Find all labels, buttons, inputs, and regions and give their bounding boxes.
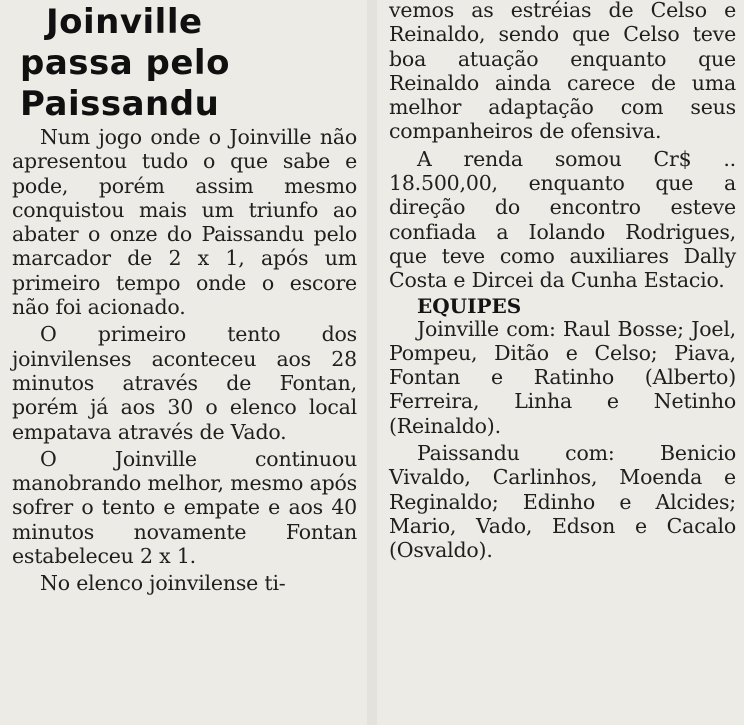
article-paragraph: Num jogo onde o Joinville não apresentou tudo o que sabe e pode, porém assim mesmo conquistou mais um triunfo ao abater o onze do Paissandu pelo marcador de 2 x 1, após um primeiro tempo onde o escore não foi acionado. — [12, 125, 357, 320]
section-title: EQUIPES — [417, 293, 522, 318]
team-lineup: Joinville com: Raul Bosse; Joel, Pompeu, Ditão e Celso; Piava, Fontan e Ratinho (Alberto) Ferreira, Linha e Netinho (Reinaldo). — [389, 316, 736, 438]
article-paragraph: A renda somou Cr$ .. 18.500,00, enquanto que a direção do encontro esteve confiada a Iolando Rodrigues, que teve como auxiliares Dally Costa e Dircei da Cunha Estacio. — [389, 146, 736, 293]
article-left-column — [0, 0, 367, 725]
article-paragraph: No elenco joinvilense ti- — [40, 571, 286, 596]
article-headline — [12, 0, 357, 125]
headline-line: Joinville — [46, 2, 203, 42]
article-right-column — [377, 0, 744, 725]
headline-line: Paissandu — [20, 84, 220, 124]
article-paragraph: O primeiro tento dos joinvilenses aconteceu aos 28 minutos através de Fontan, porém já aos 30 o elenco local empatava através de Vado. — [12, 322, 357, 444]
headline-line: passa pelo — [20, 43, 230, 83]
article-paragraph: O Joinville continuou manobrando melhor, mesmo após sofrer o tento e empate e aos 40 minutos novamente Fontan estabeleceu 2 x 1. — [12, 446, 357, 569]
team-lineup: Paissandu com: Benicio Vivaldo, Carlinhos, Moenda e Reginaldo; Edinho e Alcides; Mario, Vado, Edson e Cacalo (Osvaldo). — [389, 441, 736, 563]
article-paragraph: vemos as estréias de Celso e Reinaldo, sendo que Celso teve boa atuação enquanto que Reinaldo ainda carece de uma melhor adaptação com seus companheiros de ofensiva. — [389, 0, 736, 144]
column-gutter — [367, 0, 377, 725]
